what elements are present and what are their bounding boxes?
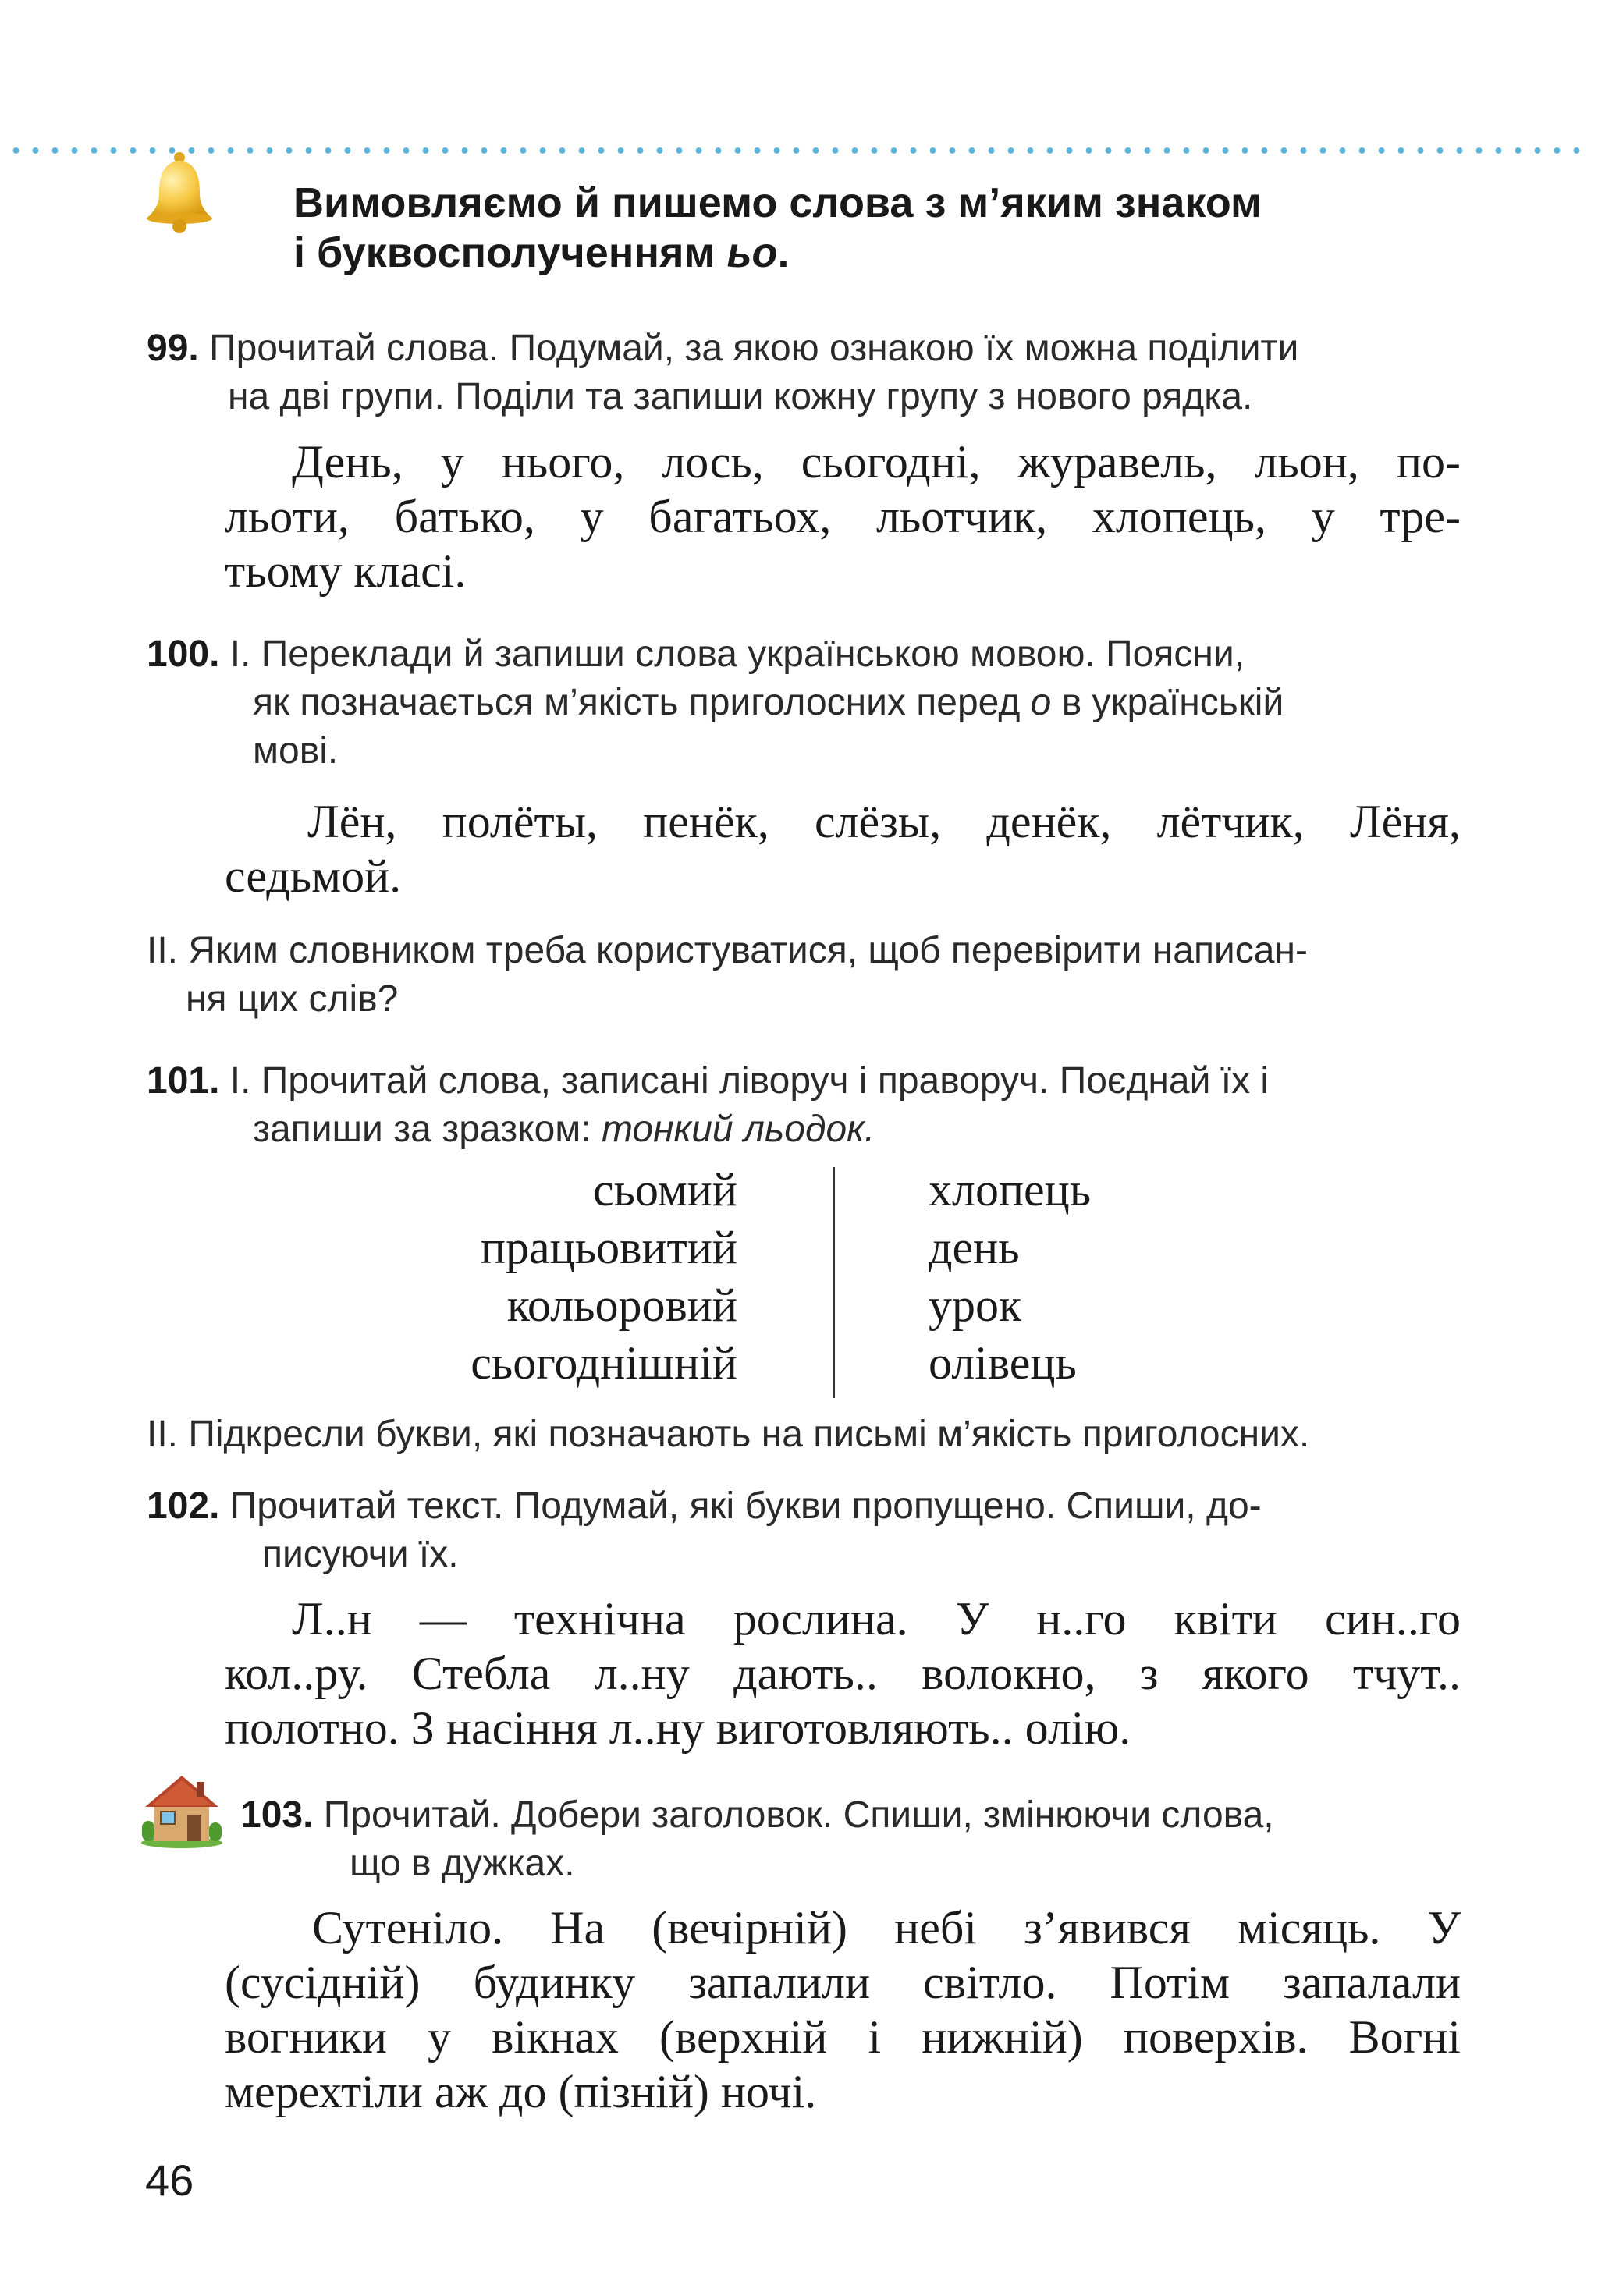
page-number: 46	[145, 2156, 194, 2205]
word-column-right	[929, 1161, 1319, 1392]
task-100-text: Лён, полёты, пенёк, слёзы, денёк, лётчик, Лёня, седьмой.	[225, 796, 1461, 902]
task-number: 100.	[147, 633, 220, 675]
house-icon	[139, 1771, 225, 1849]
task-103-text: Сутеніло. На (вечірній) небі з’явився місяць. У (сусідній) будинку запалили світло. Потім запалали вогники у вікнах (верхній і нижній) поверхів. Вогні мерехтіли аж до (пізній) ночі.	[225, 1902, 1461, 2117]
word-item: працьовитий	[480, 1222, 737, 1273]
task-100-instruction: 100. І. Переклади й запиши слова українською мовою. Поясни, як позначається м’якість приголосних перед о в українській мові.	[147, 633, 1284, 772]
section-title	[293, 178, 1511, 278]
title-line-2: і буквосполученням ьо.	[293, 229, 790, 276]
task-101-instruction: 101. І. Прочитай слова, записані ліворуч і праворуч. Поєднай їх і запиши за зразком: тонкий льодок.	[147, 1060, 1270, 1150]
task-101-part-2: ІІ. Підкресли букви, які позначають на письмі м’якість приголосних.	[147, 1414, 1310, 1455]
task-number: 102.	[147, 1485, 220, 1527]
task-99-instruction: 99. Прочитай слова. Подумай, за якою ознакою їх можна поділити на дві групи. Поділи та запиши кожну групу з нового рядка.	[147, 328, 1299, 417]
task-103-instruction: 103. Прочитай. Добери заголовок. Спиши, змінюючи слова, що в дужках.	[240, 1794, 1274, 1884]
title-line-1: Вимовляємо й пишемо слова з м’яким знаком	[293, 179, 1262, 226]
word-item: хлопець	[929, 1164, 1092, 1215]
word-item: день	[929, 1222, 1020, 1273]
column-divider	[833, 1167, 835, 1398]
dotted-separator	[6, 146, 1590, 155]
task-number: 103.	[240, 1794, 314, 1836]
word-column-left	[390, 1161, 737, 1392]
task-99-text: День, у нього, лось, сьогодні, журавель, льон, по- льоти, батько, у багатьох, льотчик, хлопець, у тре- тьому класі.	[225, 436, 1461, 597]
task-number: 99.	[147, 328, 199, 369]
task-102-text: Л..н — технічна рослина. У н..го квіти син..го кол..ру. Стебла л..ну дають.. волокно, з якого тчут.. полотно. З насіння л..ну виготовляють.. олію.	[225, 1593, 1461, 1754]
word-item: кольоровий	[506, 1279, 737, 1331]
word-item: сьогоднішній	[471, 1337, 737, 1389]
word-item: олівець	[929, 1337, 1077, 1389]
bell-icon	[140, 150, 218, 234]
task-100-part-2: ІІ. Яким словником треба користуватися, щоб перевірити написан- ня цих слів?	[147, 930, 1308, 1020]
title-italic-digraph: ьо	[726, 229, 778, 276]
task-102-instruction: 102. Прочитай текст. Подумай, які букви пропущено. Спиши, до- писуючи їх.	[147, 1485, 1262, 1575]
word-item: урок	[929, 1279, 1022, 1331]
task-number: 101.	[147, 1060, 220, 1102]
word-item: сьомий	[592, 1164, 737, 1215]
